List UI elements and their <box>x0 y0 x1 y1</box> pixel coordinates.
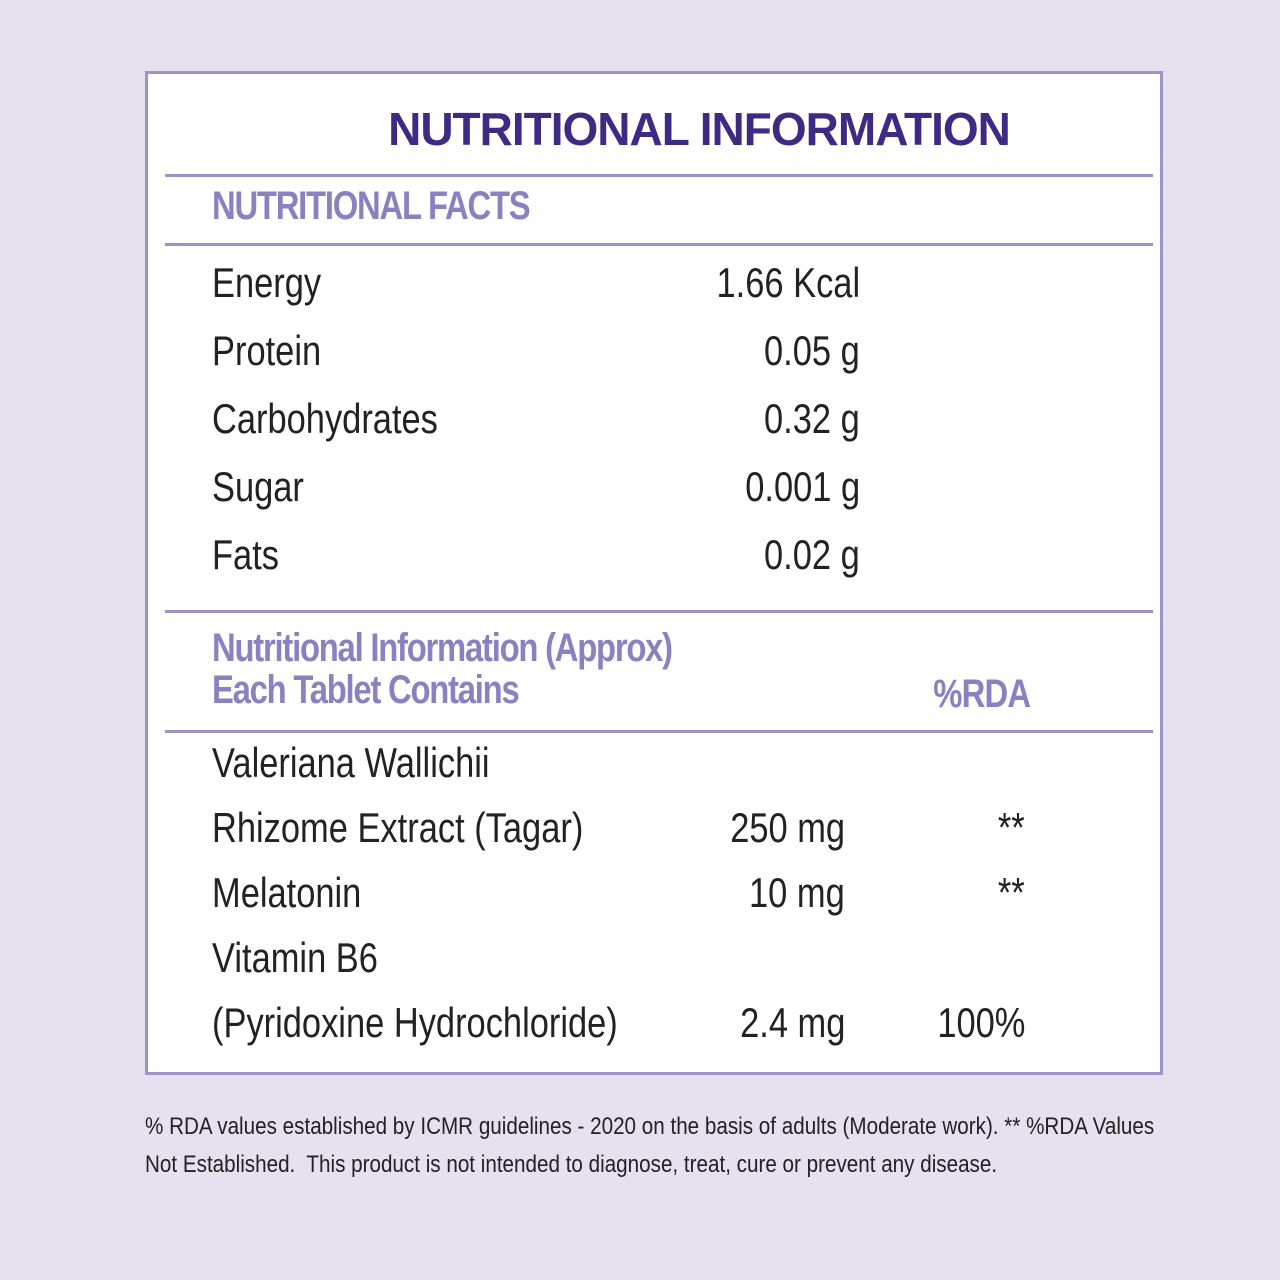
ingredient-name: (Pyridoxine Hydrochloride) <box>212 999 618 1046</box>
ingredient-row <box>212 804 1030 864</box>
nutrient-name: Protein <box>212 327 322 374</box>
ingredient-name: Vitamin B6 <box>212 934 378 981</box>
ingredient-name: Rhizome Extract (Tagar) <box>212 804 584 851</box>
rda-heading: %RDA <box>933 672 1030 716</box>
ingredient-row <box>212 739 1030 799</box>
facts-row <box>212 327 860 387</box>
nutrient-name: Sugar <box>212 463 304 510</box>
ingredient-row <box>212 869 1030 929</box>
facts-heading: NUTRITIONAL FACTS <box>212 184 530 228</box>
ingredient-amount: 250 mg <box>730 804 845 851</box>
nutrition-panel <box>145 71 1163 1075</box>
ingredients-heading-line1: Nutritional Information (Approx) <box>212 626 672 670</box>
nutrient-value: 0.02 g <box>764 531 860 578</box>
page-title: NUTRITIONAL INFORMATION <box>388 103 1010 155</box>
nutrient-value: 0.32 g <box>764 395 860 442</box>
divider <box>165 730 1153 733</box>
divider <box>165 243 1153 246</box>
nutrient-name: Carbohydrates <box>212 395 438 442</box>
nutrient-name: Fats <box>212 531 279 578</box>
ingredient-rda: 100% <box>936 999 1025 1046</box>
nutrient-name: Energy <box>212 259 322 306</box>
facts-row <box>212 531 860 591</box>
ingredient-name: Melatonin <box>212 869 362 916</box>
facts-row <box>212 463 860 523</box>
footnote <box>145 1108 1211 1184</box>
ingredient-amount: 10 mg <box>749 869 845 916</box>
divider <box>165 174 1153 177</box>
facts-row <box>212 259 860 319</box>
nutrient-value: 1.66 Kcal <box>716 259 860 306</box>
ingredients-heading-line2: Each Tablet Contains <box>212 668 519 712</box>
footnote-line-2: Not Established. This product is not intended to diagnose, treat, cure or prevent any disease. <box>145 1151 998 1178</box>
ingredient-rda: ** <box>998 804 1025 851</box>
divider <box>165 610 1153 613</box>
nutrient-value: 0.05 g <box>764 327 860 374</box>
ingredient-amount: 2.4 mg <box>739 999 845 1046</box>
footnote-line-1: % RDA values established by ICMR guidelines - 2020 on the basis of adults (Moderate work). ** %RDA Values <box>145 1113 1155 1140</box>
ingredient-row <box>212 999 1030 1059</box>
ingredient-rda: ** <box>998 869 1025 916</box>
facts-row <box>212 395 860 455</box>
ingredient-name: Valeriana Wallichii <box>212 739 490 786</box>
nutrient-value: 0.001 g <box>745 463 860 510</box>
ingredient-row <box>212 934 1030 994</box>
